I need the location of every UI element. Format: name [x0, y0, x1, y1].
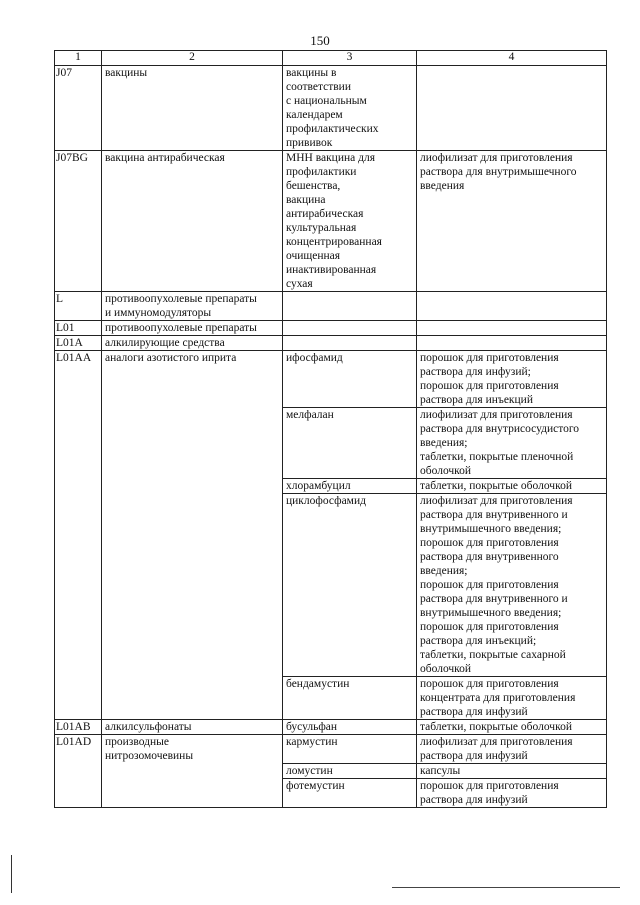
atc-code-cell: L01AB: [55, 720, 102, 735]
group-name-cell-line: нитрозомочевины: [105, 750, 194, 762]
drug-name-cell: [283, 336, 417, 351]
dosage-form-cell: [417, 351, 607, 408]
dosage-form-cell-line: внутримышечного введения;: [420, 523, 562, 535]
drug-name-cell: [283, 151, 417, 292]
dosage-form-cell-line: раствора для внутрисосудистого: [420, 423, 580, 435]
dosage-form-cell-line: введения: [420, 180, 465, 192]
group-name-cell-line: противоопухолевые препараты: [105, 293, 257, 305]
drug-name-cell-line: инактивированная: [286, 264, 377, 276]
table-row: [55, 292, 607, 321]
drug-name-cell: [283, 494, 417, 677]
atc-code-cell: L01A: [55, 336, 102, 351]
page-number: 150: [310, 33, 330, 48]
dosage-form-cell-line: введения;: [420, 437, 468, 449]
dosage-form-cell: [417, 479, 607, 494]
dosage-form-cell: [417, 764, 607, 779]
atc-code-cell: L01AD: [55, 735, 102, 808]
drug-name-cell-line: бусульфан: [286, 721, 338, 733]
drug-name-cell-line: профилактики: [286, 166, 357, 178]
dosage-form-cell-line: таблетки, покрытые пленочной: [420, 451, 574, 463]
drug-name-cell-line: циклофосфамид: [286, 495, 366, 507]
drug-name-cell-line: вакцина: [286, 194, 326, 206]
dosage-form-cell: [417, 677, 607, 720]
table-row: [55, 336, 607, 351]
column-header-3: 3: [283, 51, 417, 66]
dosage-form-cell: [417, 494, 607, 677]
drug-name-cell: [283, 735, 417, 764]
column-header-2: 2: [102, 51, 283, 66]
dosage-form-cell-line: таблетки, покрытые сахарной: [420, 649, 566, 661]
drug-name-cell-line: МНН вакцина для: [286, 152, 376, 164]
dosage-form-cell: [417, 151, 607, 292]
dosage-form-cell: [417, 66, 607, 151]
dosage-form-cell-line: порошок для приготовления: [420, 380, 559, 392]
dosage-form-cell-line: раствора для инфузий: [420, 750, 528, 762]
group-name-cell: [102, 292, 283, 321]
dosage-form-cell-line: порошок для приготовления: [420, 780, 559, 792]
column-header-1: 1: [55, 51, 102, 66]
drug-name-cell-line: антирабическая: [286, 208, 364, 220]
drug-name-cell-line: календарем: [286, 109, 343, 121]
group-name-cell-line: и иммуномодуляторы: [105, 307, 212, 319]
table-row: [55, 321, 607, 336]
group-name-cell: [102, 66, 283, 151]
drug-name-cell-line: очищенная: [286, 250, 341, 262]
atc-code-cell: J07BG: [55, 151, 102, 292]
drug-name-cell: [283, 779, 417, 808]
drug-name-cell-line: концентрированная: [286, 236, 382, 248]
table-header: [55, 51, 607, 66]
dosage-form-cell-line: концентрата для приготовления: [420, 692, 576, 704]
column-header-4: 4: [417, 51, 607, 66]
dosage-form-cell-line: оболочкой: [420, 663, 472, 675]
group-name-cell: [102, 321, 283, 336]
group-name-cell-line: алкилсульфонаты: [105, 721, 192, 733]
group-name-cell: [102, 735, 283, 808]
dosage-form-cell: [417, 292, 607, 321]
dosage-form-cell-line: раствора для инфузий;: [420, 366, 531, 378]
drug-name-cell-line: бешенства,: [286, 180, 341, 192]
atc-code-cell: L01: [55, 321, 102, 336]
drug-name-cell-line: мелфалан: [286, 409, 334, 421]
drug-name-cell-line: бендамустин: [286, 678, 350, 690]
drug-name-cell: [283, 479, 417, 494]
drug-name-cell: [283, 408, 417, 479]
dosage-form-cell-line: порошок для приготовления: [420, 537, 559, 549]
drug-name-cell-line: сухая: [286, 278, 313, 290]
drug-table: [54, 50, 607, 808]
dosage-form-cell-line: лиофилизат для приготовления: [420, 152, 573, 164]
drug-name-cell-line: прививок: [286, 137, 333, 149]
dosage-form-cell-line: порошок для приготовления: [420, 352, 559, 364]
drug-name-cell-line: ломустин: [286, 765, 333, 777]
drug-name-cell-line: с национальным: [286, 95, 367, 107]
dosage-form-cell-line: раствора для внутривенного и: [420, 593, 568, 605]
dosage-form-cell-line: раствора для внутривенного и: [420, 509, 568, 521]
table-body: [55, 66, 607, 808]
dosage-form-cell-line: порошок для приготовления: [420, 678, 559, 690]
atc-code-cell: L01AA: [55, 351, 102, 720]
dosage-form-cell-line: раствора для внутримышечного: [420, 166, 577, 178]
scan-mark-bottom: [392, 887, 620, 888]
dosage-form-cell-line: лиофилизат для приготовления: [420, 409, 573, 421]
table-row: [55, 720, 607, 735]
table-row: [55, 351, 607, 408]
group-name-cell-line: аналоги азотистого иприта: [105, 352, 237, 364]
drug-name-cell-line: ифосфамид: [286, 352, 343, 364]
drug-name-cell-line: соответствии: [286, 81, 351, 93]
dosage-form-cell-line: таблетки, покрытые оболочкой: [420, 480, 572, 492]
group-name-cell-line: вакцины: [105, 67, 148, 79]
dosage-form-cell: [417, 779, 607, 808]
dosage-form-cell-line: лиофилизат для приготовления: [420, 495, 573, 507]
drug-name-cell-line: вакцины в: [286, 67, 337, 79]
group-name-cell-line: противоопухолевые препараты: [105, 322, 257, 334]
dosage-form-cell-line: внутримышечного введения;: [420, 607, 562, 619]
group-name-cell: [102, 151, 283, 292]
dosage-form-cell: [417, 735, 607, 764]
drug-name-cell-line: профилактических: [286, 123, 379, 135]
group-name-cell: [102, 351, 283, 720]
drug-name-cell-line: фотемустин: [286, 780, 345, 792]
drug-name-cell-line: кармустин: [286, 736, 338, 748]
drug-name-cell: [283, 66, 417, 151]
dosage-form-cell-line: лиофилизат для приготовления: [420, 736, 573, 748]
dosage-form-cell-line: оболочкой: [420, 465, 472, 477]
drug-name-cell: [283, 764, 417, 779]
drug-name-cell: [283, 321, 417, 336]
atc-code-cell: J07: [55, 66, 102, 151]
drug-name-cell: [283, 720, 417, 735]
dosage-form-cell-line: раствора для инъекций;: [420, 635, 537, 647]
dosage-form-cell-line: таблетки, покрытые оболочкой: [420, 721, 572, 733]
dosage-form-cell-line: раствора для инъекций: [420, 394, 533, 406]
drug-name-cell: [283, 351, 417, 408]
group-name-cell-line: производные: [105, 736, 169, 748]
scan-mark-left: [11, 855, 12, 893]
dosage-form-cell-line: капсулы: [420, 765, 461, 777]
dosage-form-cell: [417, 408, 607, 479]
dosage-form-cell-line: порошок для приготовления: [420, 579, 559, 591]
table-row: [55, 151, 607, 292]
group-name-cell-line: вакцина антирабическая: [105, 152, 225, 164]
dosage-form-cell-line: порошок для приготовления: [420, 621, 559, 633]
drug-name-cell-line: хлорамбуцил: [286, 480, 351, 492]
group-name-cell: [102, 336, 283, 351]
drug-name-cell: [283, 292, 417, 321]
table-row: [55, 66, 607, 151]
dosage-form-cell-line: введения;: [420, 565, 468, 577]
dosage-form-cell: [417, 321, 607, 336]
dosage-form-cell: [417, 720, 607, 735]
dosage-form-cell: [417, 336, 607, 351]
dosage-form-cell-line: раствора для внутривенного: [420, 551, 559, 563]
atc-code-cell: L: [55, 292, 102, 321]
drug-name-cell: [283, 677, 417, 720]
drug-name-cell-line: культуральная: [286, 222, 357, 234]
dosage-form-cell-line: раствора для инфузий: [420, 706, 528, 718]
dosage-form-cell-line: раствора для инфузий: [420, 794, 528, 806]
group-name-cell-line: алкилирующие средства: [105, 337, 225, 349]
group-name-cell: [102, 720, 283, 735]
table-row: [55, 735, 607, 764]
